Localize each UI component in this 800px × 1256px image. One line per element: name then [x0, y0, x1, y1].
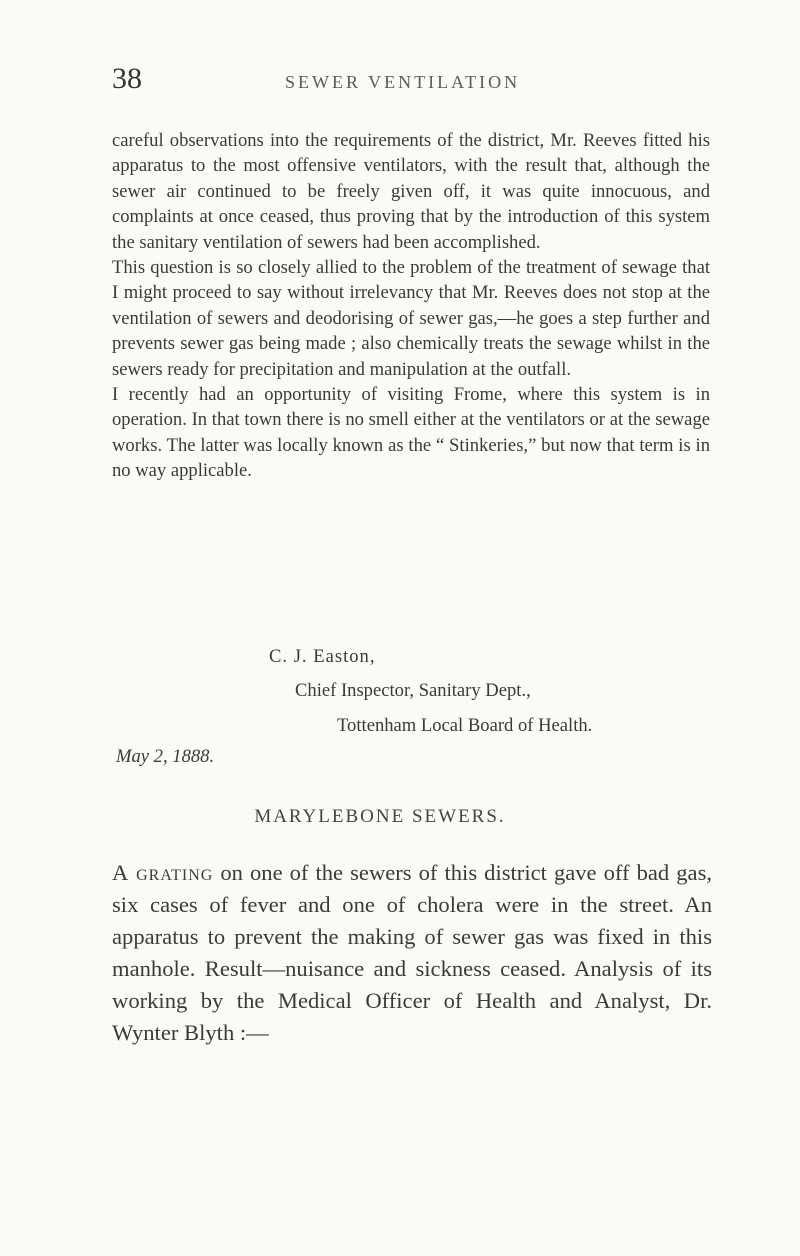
section-paragraph — [112, 857, 712, 1049]
paragraph: I recently had an opportunity of visiting Frome, where this system is in operation. In that town there is no smell either at the ventilators or at the sewage works. The latter was locally known as the “ Stinkeries,” but now that term is in no way applicable. — [112, 384, 710, 482]
section-body — [112, 857, 712, 1049]
page-number: 38 — [112, 62, 142, 95]
signatory-organization: Tottenham Local Board of Health. — [337, 715, 593, 736]
signatory-title: Chief Inspector, Sanitary Dept., — [295, 680, 531, 701]
section-heading — [0, 806, 800, 828]
paragraph: This question is so closely allied to the problem of the treatment of sewage that I might proceed to say without irrelevancy that Mr. Reeves does not stop at the ventilation of sewers and deodorising of sewer gas,—he goes a step further and prevents sewer gas being made ; also chemically treats the sewage whilst in the sewers ready for precipitation and manipulation at the outfall. — [112, 257, 710, 380]
body-text — [112, 128, 710, 484]
section-text: on one of the sewers of this district gave off bad gas, six cases of fever and one of cholera were in the street. An apparatus to prevent the making of sewer gas was fixed in this manhole. Result—nuisance and sickness ceased. Analysis of its working by the Medical Officer of Health and Analyst, Dr. Wynter Blyth :— — [112, 860, 713, 1045]
signatory-name: C. J. Easton, — [269, 646, 376, 667]
running-head — [112, 62, 712, 102]
signature-block — [112, 646, 712, 766]
lead-word: A grating — [112, 860, 214, 885]
running-title: SEWER VENTILATION — [285, 72, 521, 92]
letter-date: May 2, 1888. — [116, 746, 215, 767]
paragraph: careful observations into the requirements of the district, Mr. Reeves fitted his apparatus to the most offensive ventilators, with the result that, although the sewer air continued to be freely given off, it was quite innocuous, and complaints at once ceased, thus proving that by the introduction of this system the sanitary ventilation of sewers had been accomplished. — [112, 130, 710, 253]
section-heading-text: MARYLEBONE SEWERS. — [254, 806, 506, 827]
